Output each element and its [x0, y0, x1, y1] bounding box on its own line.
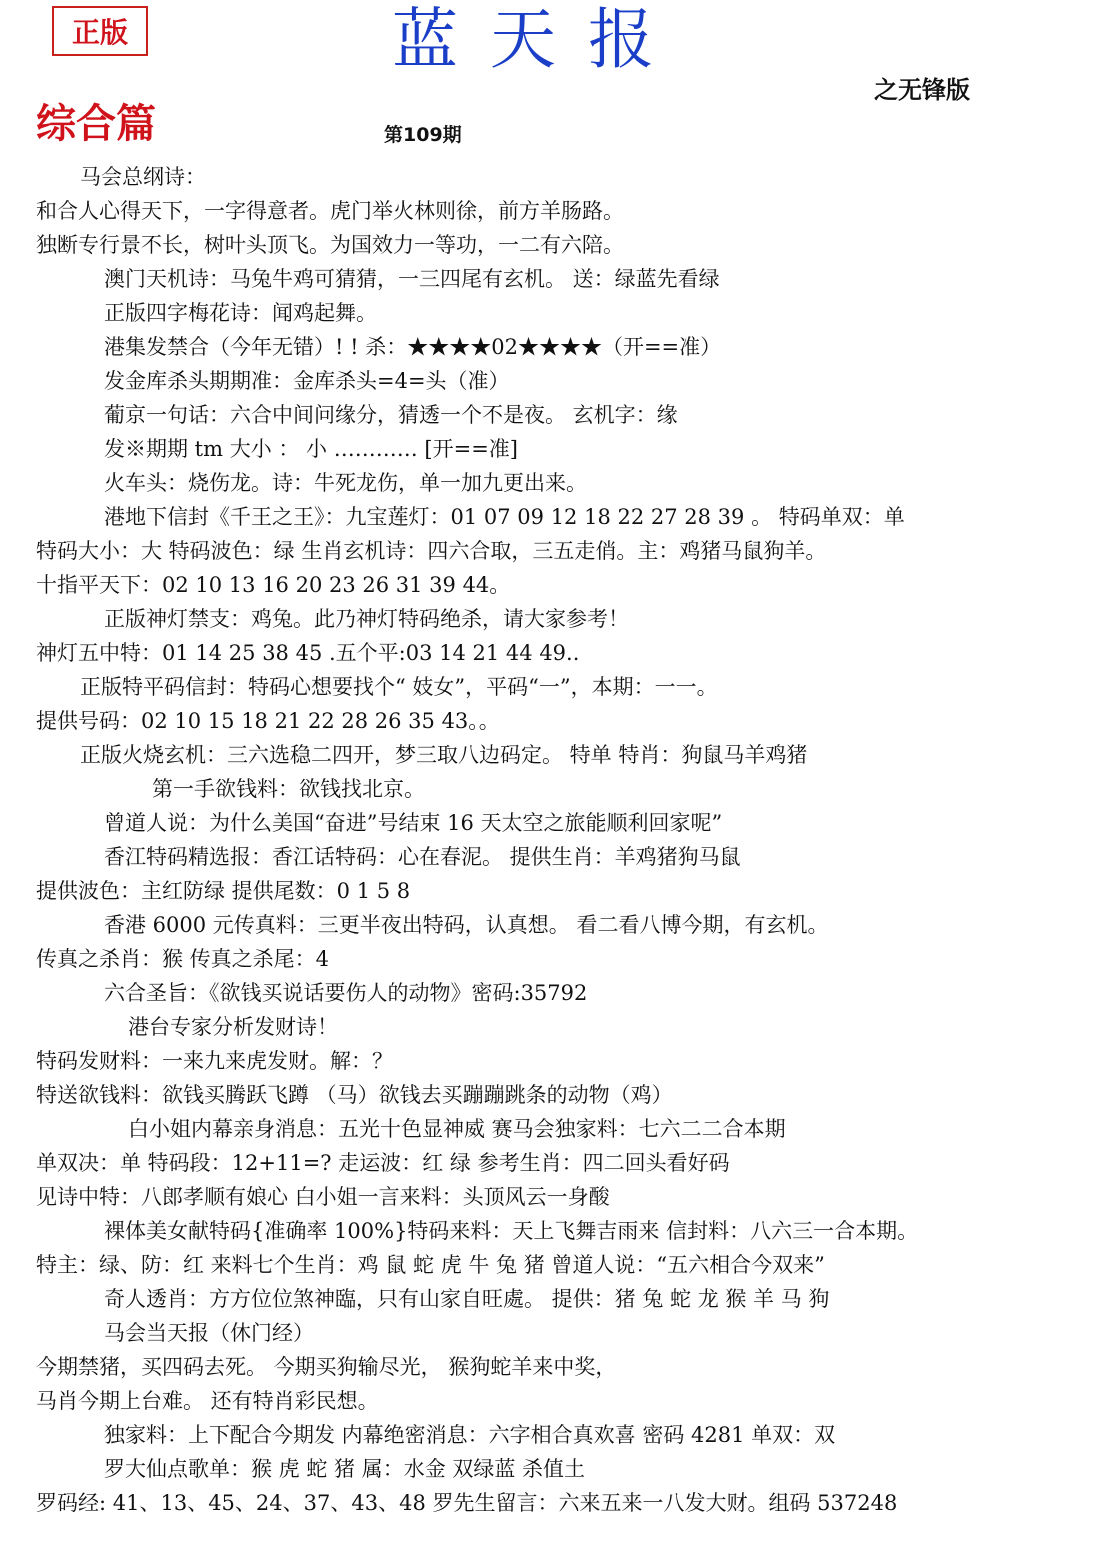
text-line: 神灯五中特：01 14 25 38 45 .五个平:03 14 21 44 49.. — [36, 641, 580, 665]
text-line: 特码大小：大 特码波色：绿 生肖玄机诗：四六合取，三五走俏。主：鸡猪马鼠狗羊。 — [36, 539, 827, 563]
text-line: 独断专行景不长，树叶头顶飞。为国效力一等功，一二有六陪。 — [36, 233, 624, 257]
text-line: 马肖今期上台难。 还有特肖彩民想。 — [36, 1389, 379, 1413]
text-line: 正版火烧玄机：三六选稳二四开，梦三取八边码定。 特单 特肖：狗鼠马羊鸡猪 — [80, 743, 808, 767]
text-line: 发※期期 tm 大小 ： 小 ………… [开==准] — [104, 437, 518, 461]
text-line: 今期禁猪，买四码去死。 今期买狗输尽光， 猴狗蛇羊来中奖， — [36, 1355, 617, 1379]
text-line: 传真之杀肖：猴 传真之杀尾：4 — [36, 947, 330, 971]
text-line: 十指平天下：02 10 13 16 20 23 26 31 39 44。 — [36, 573, 511, 597]
text-line: 第一手欲钱料：欲钱找北京。 — [152, 777, 425, 801]
text-line: 正版特平码信封：特码心想要找个“ 妓女”，平码“一”，本期：一一。 — [80, 675, 718, 699]
text-line: 六合圣旨：《欲钱买说话要伤人的动物》密码:35792 — [104, 981, 588, 1005]
text-line: 提供号码：02 10 15 18 21 22 28 26 35 43。。 — [36, 709, 500, 733]
text-line: 裸体美女献特码{准确率 100%}特码来料：天上飞舞吉雨来 信封料：八六三一合本期。 — [104, 1219, 919, 1243]
text-line: 奇人透肖：方方位位煞神臨，只有山家自旺處。 提供：猪 兔 蛇 龙 猴 羊 马 狗 — [104, 1287, 830, 1311]
text-line: 特主：绿、防：红 来料七个生肖：鸡 鼠 蛇 虎 牛 兔 猪 曾道人说：“五六相合今双来” — [36, 1253, 825, 1277]
issue-number: 第109期 — [384, 124, 462, 146]
section-title: 综合篇 — [36, 100, 156, 147]
text-line: 罗码经: 41、13、45、24、37、43、48 罗先生留言：六来五来一八发大财。组码 537248 — [36, 1491, 898, 1515]
text-line: 特送欲钱料：欲钱买腾跃飞蹲 （马）欲钱去买蹦蹦跳条的动物（鸡） — [36, 1083, 673, 1107]
text-line: 马会总纲诗： — [80, 165, 206, 189]
text-line: 罗大仙点歌单：猴 虎 蛇 猪 属：水金 双绿蓝 杀值土 — [104, 1457, 586, 1481]
text-line: 单双决：单 特码段：12+11=? 走运波：红 绿 参考生肖：四二回头看好码 — [36, 1151, 730, 1175]
text-line: 白小姐内幕亲身消息：五光十色显神威 赛马会独家料：七六二二合本期 — [128, 1117, 786, 1141]
text-line: 葡京一句话：六合中间问缘分，猜透一个不是夜。 玄机字：缘 — [104, 403, 678, 427]
edition-label: 之无锋版 — [874, 75, 970, 104]
text-line: 马会当天报（休门经） — [104, 1321, 314, 1345]
text-line: 港地下信封《千王之王》：九宝莲灯：01 07 09 12 18 22 27 28 39 。 特码单双：单 — [104, 505, 905, 529]
text-line: 香江特码精选报：香江话特码：心在春泥。 提供生肖：羊鸡猪狗马鼠 — [104, 845, 741, 869]
text-line: 港集发禁合（今年无错）! ! 杀：★★★★02★★★★（开==准） — [104, 335, 722, 359]
text-line: 和合人心得天下，一字得意者。虎门举火林则徐，前方羊肠路。 — [36, 199, 624, 223]
text-line: 发金库杀头期期准：金库杀头=4=头（准） — [104, 369, 510, 393]
genuine-badge: 正版 — [52, 6, 148, 56]
text-line: 见诗中特：八郎孝顺有娘心 白小姐一言来料：头顶风云一身酸 — [36, 1185, 610, 1209]
text-line: 曾道人说：为什么美国“奋进”号结束 16 天太空之旅能顺利回家呢” — [104, 811, 723, 835]
text-line: 香港 6000 元传真料：三更半夜出特码，认真想。 看二看八博今期，有玄机。 — [104, 913, 829, 937]
text-line: 特码发财料：一来九来虎发财。解：？ — [36, 1049, 393, 1073]
text-line: 正版四字梅花诗：闻鸡起舞。 — [104, 301, 377, 325]
text-line: 港台专家分析发财诗！ — [128, 1015, 338, 1039]
text-line: 独家料：上下配合今期发 内幕绝密消息：六字相合真欢喜 密码 4281 单双：双 — [104, 1423, 836, 1447]
text-line: 火车头：烧伤龙。诗：牛死龙伤，单一加九更出来。 — [104, 471, 587, 495]
text-line: 澳门天机诗：马兔牛鸡可猜猜，一三四尾有玄机。 送：绿蓝先看绿 — [104, 267, 720, 291]
page-title: 蓝天报 — [392, 1, 686, 78]
text-line: 正版神灯禁支：鸡兔。此乃神灯特码绝杀，请大家参考！ — [104, 607, 629, 631]
text-line: 提供波色：主红防绿 提供尾数：0 1 5 8 — [36, 879, 411, 903]
